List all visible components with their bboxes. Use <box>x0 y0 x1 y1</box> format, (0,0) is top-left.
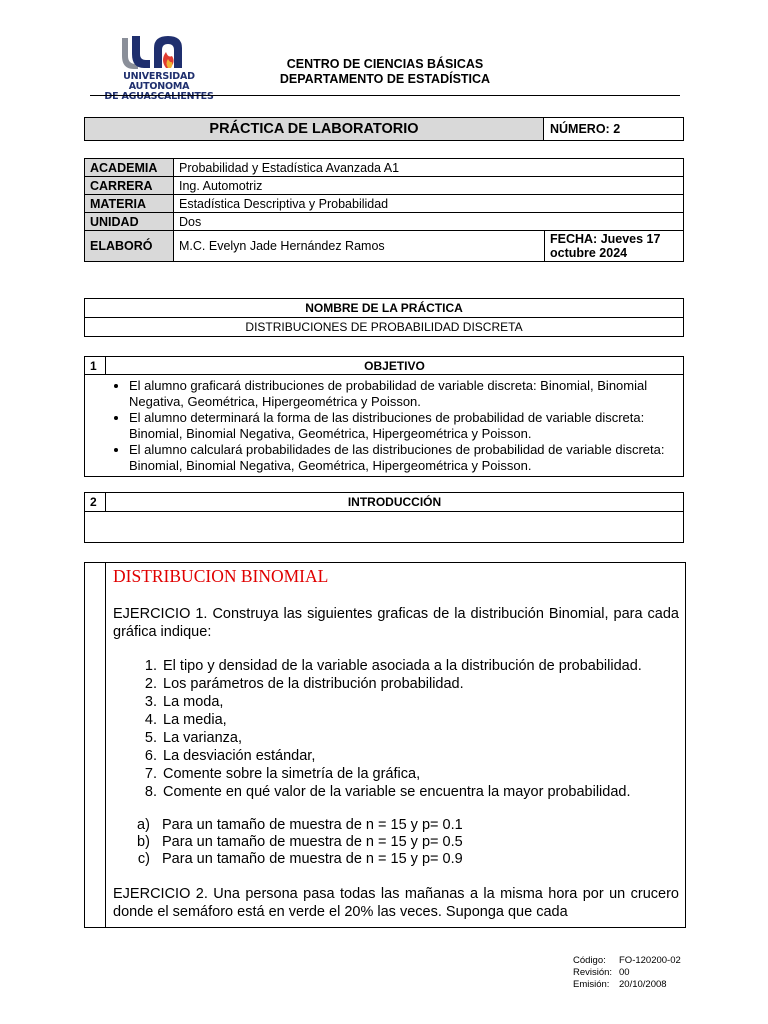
info-row-author <box>85 231 684 262</box>
info-key: ELABORÓ <box>85 231 174 262</box>
footer-code <box>573 955 681 967</box>
info-table <box>84 158 684 262</box>
emission-label: Emisión: <box>573 979 610 990</box>
intro-table <box>84 492 684 543</box>
lab-number: NÚMERO: 2 <box>543 117 684 141</box>
info-row <box>85 213 684 231</box>
step-item: 1. El tipo y densidad de la variable asociada a la distribución de probabilidad. <box>161 657 679 675</box>
step-item: 4. La media, <box>161 711 679 729</box>
case-item: a. Para un tamaño de muestra de n = 15 y p= 0.1 <box>158 817 679 834</box>
center-name: CENTRO DE CIENCIAS BÁSICAS <box>286 57 484 71</box>
objective-body <box>85 375 684 477</box>
case-item: c. Para un tamaño de muestra de n = 15 y p= 0.9 <box>158 851 679 868</box>
exercise-2-text: EJERCICIO 2. Una persona pasa todas las mañanas a la misma hora por un crucero donde el semáforo está en verde el 20% las veces. Suponga que cada <box>113 886 679 920</box>
logo-emblem-icon <box>92 34 226 74</box>
department-name: DEPARTAMENTO DE ESTADÍSTICA <box>279 72 491 86</box>
revision-value: 00 <box>619 967 630 978</box>
exercise-margin-column <box>85 563 106 927</box>
info-row <box>85 177 684 195</box>
objective-item: • El alumno graficará distribuciones de probabilidad de variable discreta: Binomial, Binomial Negativa, Geométrica, Hipergeométrica y Poisson. <box>129 378 675 410</box>
objective-table <box>84 356 684 477</box>
university-logo <box>92 34 226 102</box>
info-row <box>85 159 684 177</box>
document-footer <box>573 955 681 991</box>
institution-heading <box>230 57 540 87</box>
info-value: Estadística Descriptiva y Probabilidad <box>174 195 684 213</box>
info-value: Ing. Automotriz <box>174 177 684 195</box>
intro-number: 2 <box>85 493 106 512</box>
info-value: Probabilidad y Estadística Avanzada A1 <box>174 159 684 177</box>
exercise-box <box>84 562 686 928</box>
practice-name: DISTRIBUCIONES DE PROBABILIDAD DISCRETA <box>85 318 684 337</box>
step-item: 7. Comente sobre la simetría de la gráfica, <box>161 765 679 783</box>
info-key: ACADEMIA <box>85 159 174 177</box>
info-key: CARRERA <box>85 177 174 195</box>
info-row <box>85 195 684 213</box>
objective-item: • El alumno calculará probabilidades de las distribuciones de probabilidad de variable discreta: Binomial, Binomial Negativa, Geométrica, Hipergeométrica y Poisson. <box>129 442 675 474</box>
info-value: Dos <box>174 213 684 231</box>
info-key: UNIDAD <box>85 213 174 231</box>
practice-name-header: NOMBRE DE LA PRÁCTICA <box>85 299 684 318</box>
code-value: FO-120200-02 <box>619 955 681 966</box>
logo-line-1: UNIVERSIDAD AUTONOMA <box>123 71 195 92</box>
objective-header: OBJETIVO <box>106 357 684 375</box>
lab-title: PRÁCTICA DE LABORATORIO <box>84 117 544 141</box>
objective-number: 1 <box>85 357 106 375</box>
date-cell <box>545 231 684 262</box>
objective-list <box>107 378 675 474</box>
code-label: Código: <box>573 955 606 966</box>
revision-label: Revisión: <box>573 967 613 978</box>
date-line-2: octubre 2024 <box>550 246 628 260</box>
step-item: 6. La desviación estándar, <box>161 747 679 765</box>
exercise-cases <box>113 817 679 868</box>
intro-header: INTRODUCCIÓN <box>106 493 684 512</box>
intro-body <box>85 512 684 543</box>
info-key: MATERIA <box>85 195 174 213</box>
footer-revision <box>573 967 681 979</box>
header-divider <box>90 95 680 96</box>
step-item: 3. La moda, <box>161 693 679 711</box>
step-item: 5. La varianza, <box>161 729 679 747</box>
exercise-1-text: EJERCICIO 1. Construya las siguientes graficas de la distribución Binomial, para cada gráfica indique: <box>113 606 679 640</box>
emission-value: 20/10/2008 <box>619 979 667 990</box>
case-item: b. Para un tamaño de muestra de n = 15 y p= 0.5 <box>158 834 679 851</box>
step-item: 2. Los parámetros de la distribución probabilidad. <box>161 675 679 693</box>
objective-item: • El alumno determinará la forma de las distribuciones de probabilidad de variable discreta: Binomial, Binomial Negativa, Geométrica, Hipergeométrica y Poisson. <box>129 410 675 442</box>
footer-emission <box>573 979 681 991</box>
logo-line-2: DE AGUASCALIENTES <box>104 91 214 102</box>
exercise-content <box>113 563 679 921</box>
date-line-1: FECHA: Jueves 17 <box>550 232 661 246</box>
exercise-title: DISTRIBUCION BINOMIAL <box>113 566 329 586</box>
step-item: 8. Comente en qué valor de la variable se encuentra la mayor probabilidad. <box>161 783 679 801</box>
author-name: M.C. Evelyn Jade Hernández Ramos <box>174 231 545 262</box>
exercise-steps <box>113 657 679 801</box>
practice-name-table <box>84 298 684 337</box>
